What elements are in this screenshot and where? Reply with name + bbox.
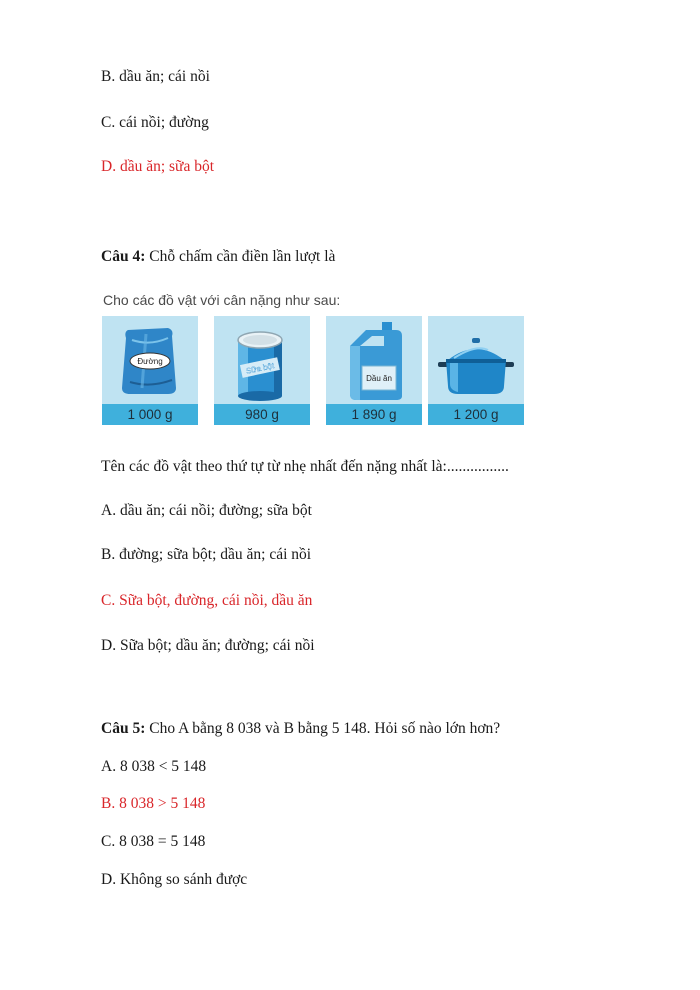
q3-option-c: C. cái nồi; đường — [101, 114, 209, 131]
q4-option-d: D. Sữa bột; dầu ăn; đường; cái nồi — [101, 637, 315, 654]
q5-option-b-correct: B. 8 038 > 5 148 — [101, 795, 206, 812]
q4-prompt: Tên các đồ vật theo thứ tự từ nhẹ nhất đến nặng nhất là:................ — [101, 458, 509, 475]
q5-question-text: Cho A bằng 8 038 và B bằng 5 148. Hỏi số nào lớn hơn? — [145, 720, 501, 737]
item-card-pot — [428, 316, 524, 425]
oil-tag: Dầu ăn — [366, 374, 392, 383]
weight-label-pot: 1 200 g — [428, 404, 524, 425]
weight-label-sugar: 1 000 g — [102, 404, 198, 425]
figure-title: Cho các đồ vật với cân nặng như sau: — [103, 292, 341, 308]
milk-tag: Sữa bột — [245, 361, 275, 376]
milk-powder-can-icon — [214, 316, 310, 404]
q5-label: Câu 5: — [101, 720, 146, 737]
item-card-milk-powder — [214, 316, 310, 425]
sugar-bag-icon — [102, 316, 198, 404]
sugar-tag: Đường — [137, 357, 163, 366]
pot-icon — [428, 316, 524, 404]
weights-figure — [101, 292, 533, 428]
q3-option-b: B. dầu ăn; cái nồi — [101, 68, 210, 85]
q4-question — [101, 248, 335, 266]
q4-question-text: Chỗ chấm cần điền lần lượt là — [145, 248, 336, 265]
q4-option-b: B. đường; sữa bột; dầu ăn; cái nồi — [101, 546, 312, 563]
weight-label-milk-powder: 980 g — [214, 404, 310, 425]
q5-option-d: D. Không so sánh được — [101, 871, 248, 888]
q5-question — [101, 720, 500, 738]
item-card-sugar — [102, 316, 198, 425]
q4-option-a: A. dầu ăn; cái nồi; đường; sữa bột — [101, 502, 312, 519]
oil-jug-icon — [326, 316, 422, 404]
q3-option-d-correct: D. dầu ăn; sữa bột — [101, 158, 215, 175]
q5-option-c: C. 8 038 = 5 148 — [101, 833, 206, 850]
q4-option-c-correct: C. Sữa bột, đường, cái nồi, dầu ăn — [101, 592, 313, 609]
q5-option-a: A. 8 038 < 5 148 — [101, 758, 207, 775]
q4-label: Câu 4: — [101, 248, 146, 265]
item-card-oil — [326, 316, 422, 425]
weight-label-oil: 1 890 g — [326, 404, 422, 425]
